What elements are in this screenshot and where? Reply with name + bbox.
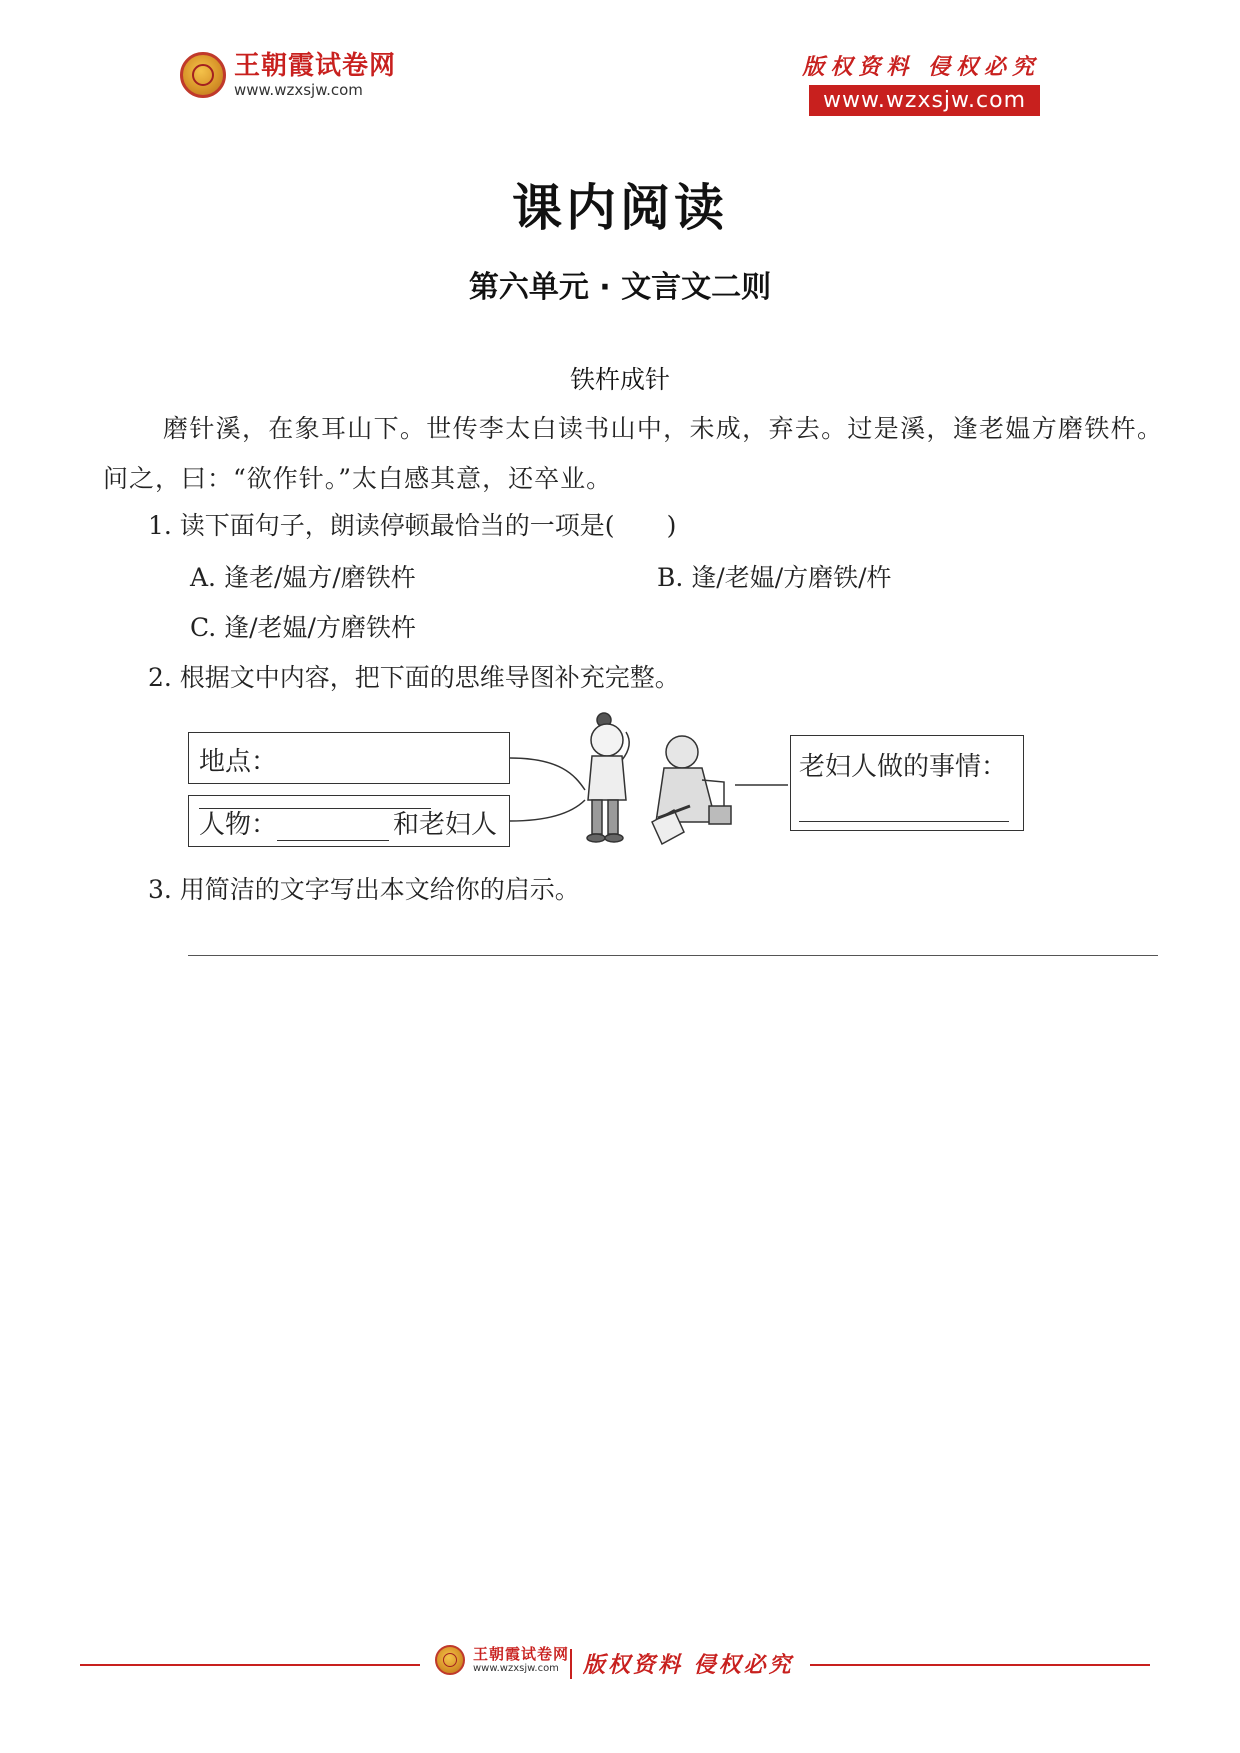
passage-title: 铁杵成针 — [569, 365, 670, 394]
option-a: A. 逢老/媪方/磨铁杵 — [190, 563, 416, 592]
person-label: 人物： — [199, 810, 278, 840]
footer-logo-name: 王朝霞试卷网 — [473, 1644, 570, 1663]
unit-subtitle: 第六单元 · 文言文二则 — [468, 270, 772, 305]
deed-label: 老妇人做的事情： — [799, 752, 1008, 782]
footer-logo-url: www.wzxsjw.com — [473, 1662, 559, 1674]
logo-name: 王朝霞试卷网 — [234, 50, 397, 81]
url-banner: www.wzxsjw.com — [809, 85, 1040, 116]
option-c: C. 逢/老媪/方磨铁杵 — [190, 613, 416, 642]
passage-text: 磨针溪，在象耳山下。世传李太白读书山中，未成，弃去。过是溪，逢老媪方磨铁杵。问之，曰：“欲作针。”太白感其意，还卒业。 — [103, 414, 1163, 493]
question-1-stem: 1. 读下面句子，朗读停顿最恰当的一项是( — [148, 511, 615, 540]
footer-separator — [570, 1649, 572, 1679]
question-3-stem: 3. 用简洁的文字写出本文给你的启示。 — [148, 875, 580, 904]
bracket-close: ) — [666, 511, 677, 540]
option-b: B. 逢/老媪/方磨铁/杵 — [657, 563, 892, 592]
logo-url: www.wzxsjw.com — [234, 80, 363, 99]
old-woman-figure — [652, 736, 731, 844]
page-title: 课内阅读 — [512, 179, 728, 237]
footer-logo — [435, 1645, 569, 1675]
copyright-notice: 版权资料 侵权必究 — [802, 54, 1040, 80]
footer-rule-right — [810, 1664, 1150, 1666]
footer-copyright: 版权资料 侵权必究 — [583, 1652, 794, 1678]
boy-figure — [587, 713, 629, 842]
page-footer — [80, 1645, 1150, 1685]
question-2-stem: 2. 根据文中内容，把下面的思维导图补充完整。 — [148, 663, 680, 692]
illustration-boy-and-old-woman — [574, 710, 734, 855]
person-suffix: 和老妇人 — [393, 810, 498, 840]
place-label: 地点： — [199, 747, 278, 777]
seal-icon — [435, 1645, 465, 1675]
answer-line[interactable] — [188, 955, 1158, 956]
footer-rule-left — [80, 1664, 420, 1666]
